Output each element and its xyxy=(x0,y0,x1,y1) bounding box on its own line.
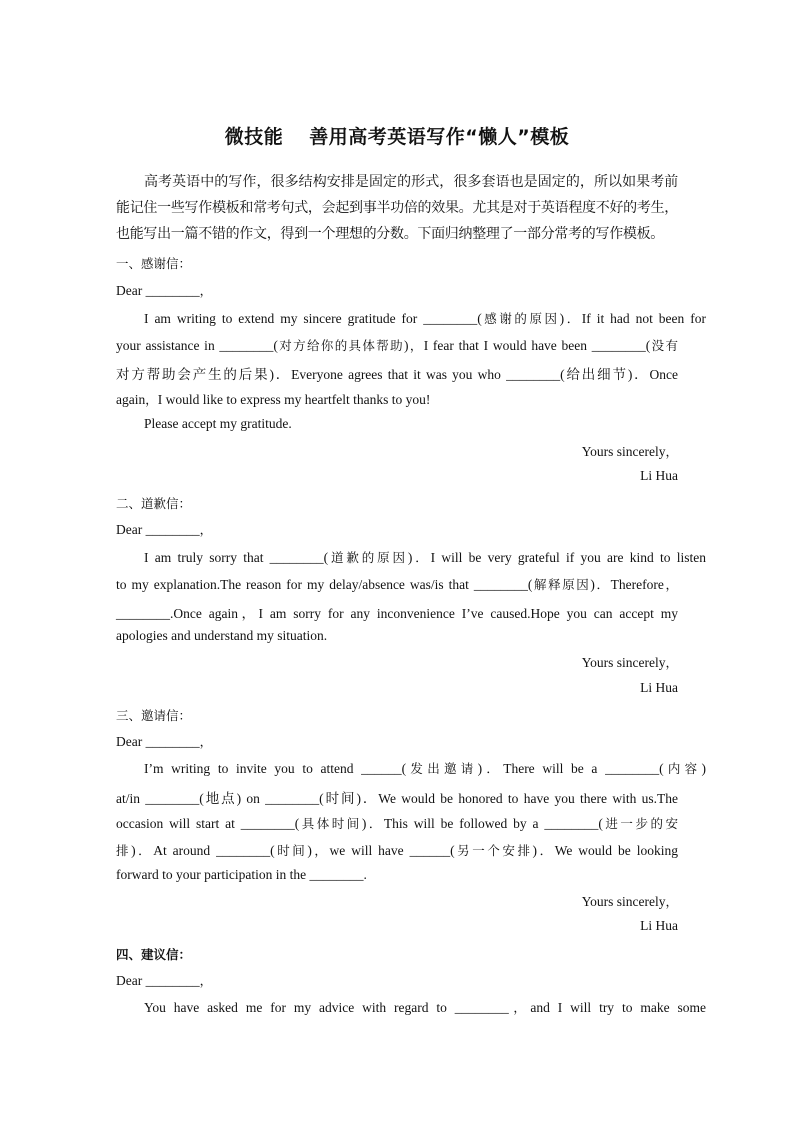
title-part-2: 善用高考英语写作“懒人”模板 xyxy=(309,126,570,148)
apology-signature: Li Hua xyxy=(640,680,678,695)
apology-line-4: apologies and understand my situation. xyxy=(116,628,328,643)
invitation-closing: Yours sincerely， xyxy=(581,894,678,909)
intro-paragraph: 高考英语中的写作，很多结构安排是固定的形式，很多套语也是固定的，所以如果考前能记住一些写作模板和常考句式，会起到事半功倍的效果。尤其是对于英语程度不好的考生，也能写出一篇不错的作文，得到一个理想的分数。下面归纳整理了一部分常考的写作模板。 xyxy=(116,174,678,242)
invitation-salutation: Dear ________， xyxy=(116,734,213,749)
apology-line-1: I am truly sorry that ________(道歉的原因)．I will be very grateful if you are kind to listen xyxy=(144,550,706,565)
apology-salutation: Dear ________， xyxy=(116,522,213,537)
thanks-salutation: Dear ________， xyxy=(116,283,213,298)
apology-line-3: ________.Once again，I am sorry for any inconvenience I’ve caused.Hope you can accept my xyxy=(116,606,678,621)
page-title xyxy=(116,122,678,149)
invitation-line-4: 排)．At around ________(时间)，we will have ______(另一个安排)．We would be looking xyxy=(116,843,678,858)
thanks-line-2: your assistance in ________(对方给你的具体帮助)，I fear that I would have been ________(没有 xyxy=(116,338,678,353)
invitation-line-3: occasion will start at ________(具体时间)．This will be followed by a ________(进一步的安 xyxy=(116,816,678,831)
thanks-line-4: again，I would like to express my heartfelt thanks to you! xyxy=(116,392,431,407)
section-heading-thanks: 一、感谢信： xyxy=(116,256,192,271)
advice-line-1: You have asked me for my advice with regard to ________，and I will try to make some xyxy=(144,1000,706,1015)
invitation-line-1: I’m writing to invite you to attend ______(发出邀请)．There will be a ________(内容) xyxy=(144,761,706,776)
section-heading-apology: 二、道歉信： xyxy=(116,496,192,511)
thanks-line-3: 对方帮助会产生的后果)．Everyone agrees that it was you who ________(给出细节)．Once xyxy=(116,367,678,382)
section-heading-invitation: 三、邀请信： xyxy=(116,708,192,723)
advice-salutation: Dear ________， xyxy=(116,973,213,988)
thanks-line-1: I am writing to extend my sincere gratitude for ________(感谢的原因)．If it had not been for xyxy=(144,311,706,326)
invitation-signature: Li Hua xyxy=(640,918,678,933)
title-part-1: 微技能 xyxy=(224,126,284,148)
apology-line-2: to my explanation.The reason for my delay/absence was/is that ________(解释原因)．Therefore， xyxy=(116,577,678,592)
thanks-closing: Yours sincerely， xyxy=(581,444,678,459)
apology-closing: Yours sincerely， xyxy=(581,655,678,670)
invitation-line-5: forward to your participation in the ________. xyxy=(116,867,367,882)
section-heading-advice: 四、建议信： xyxy=(116,947,192,962)
thanks-signature: Li Hua xyxy=(640,468,678,483)
thanks-line-5: Please accept my gratitude. xyxy=(144,416,292,431)
invitation-line-2: at/in ________(地点) on ________(时间)．We would be honored to have you there with us.The xyxy=(116,791,678,806)
